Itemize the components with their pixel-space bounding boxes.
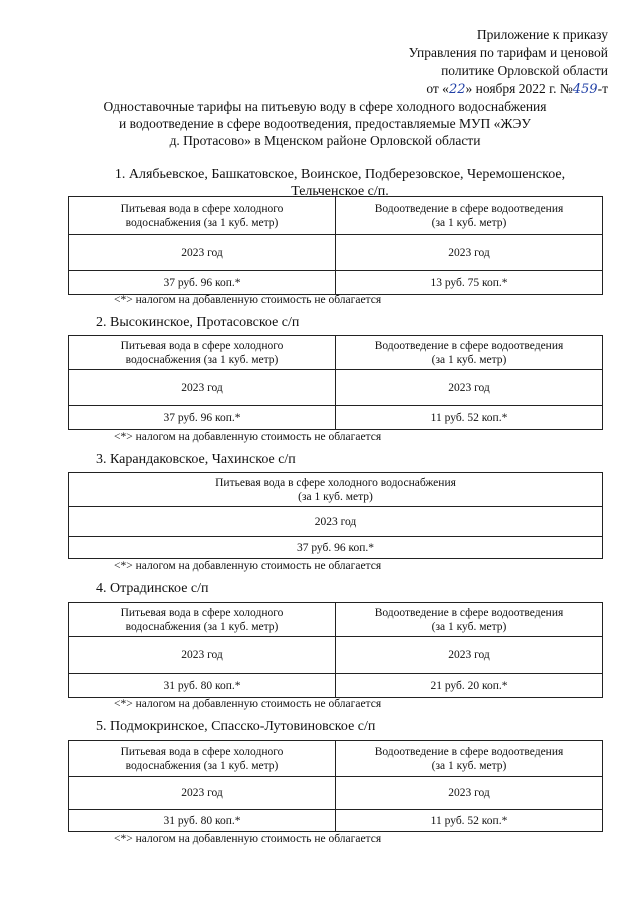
water-price-cell: 31 руб. 80 коп.* [69,674,336,698]
sewage-header-cell [336,197,603,235]
section-1-tariff-table [68,196,603,295]
header-text: Водоотведение в сфере водоотведения [374,202,564,215]
section-2-title: 2. Высокинское, Протасовское с/п [96,315,300,330]
water-header-cell [69,741,336,777]
sewage-year-cell: 2023 год [336,777,603,810]
sewage-year-cell: 2023 год [336,370,603,406]
section-4-tariff-table [68,602,603,698]
table-price-row [69,810,603,832]
section-5-title: 5. Подмокринское, Спасско-Лутовиновское с/п [96,719,376,734]
sewage-price-cell: 11 руб. 52 коп.* [336,810,603,832]
header-text: (за 1 куб. метр) [298,490,373,503]
section-3-tariff-table [68,472,603,559]
header-line-1: Приложение к приказу [476,27,608,42]
header-text: Питьевая вода в сфере холодного [120,606,284,619]
section-2-vat-note: <*> налогом на добавленную стоимость не облагается [114,431,382,443]
section-1-title [100,166,580,200]
section-1-vat-note: <*> налогом на добавленную стоимость не облагается [114,294,382,306]
document-header [409,26,608,99]
table-price-row [69,271,603,295]
section-2-tariff-table [68,335,603,430]
sewage-year-cell: 2023 год [336,637,603,674]
table-year-row [69,507,603,537]
section-3-vat-note: <*> налогом на добавленную стоимость не облагается [114,560,382,572]
sewage-header-cell [336,603,603,637]
water-year-cell: 2023 год [69,777,336,810]
section-4-vat-note: <*> налогом на добавленную стоимость не облагается [114,698,382,710]
header-text: Питьевая вода в сфере холодного [120,339,284,352]
table-header-row [69,741,603,777]
sewage-price-cell: 11 руб. 52 коп.* [336,406,603,430]
sewage-header-cell [336,336,603,370]
header-line-3: политике Орловской области [441,63,608,78]
section-1-title-line-2: Тельченское с/п. [291,184,389,199]
header-text: (за 1 куб. метр) [431,759,507,772]
header-text: Питьевая вода в сфере холодного водоснабжения [215,476,456,489]
table-year-row [69,637,603,674]
table-header-row [69,197,603,235]
section-3-title: 3. Карандаковское, Чахинское с/п [96,452,296,467]
water-header-cell [69,603,336,637]
date-mid: » ноября 2022 г. № [465,81,573,96]
table-year-row [69,235,603,271]
table-header-row [69,336,603,370]
section-1-title-line-1: 1. Алябьевское, Башкатовское, Воинское, Подберезовское, Черемошенское, [114,167,566,182]
water-header-cell [69,473,603,507]
table-year-row [69,777,603,810]
water-header-cell [69,197,336,235]
title-line-1: Одноставочные тарифы на питьевую воду в сфере холодного водоснабжения [103,99,547,114]
date-prefix: от « [426,81,449,96]
water-year-cell: 2023 год [69,235,336,271]
table-header-row [69,473,603,507]
section-5-tariff-table [68,740,603,832]
header-text: (за 1 куб. метр) [431,353,507,366]
table-header-row [69,603,603,637]
sewage-price-cell: 13 руб. 75 коп.* [336,271,603,295]
header-text: водоснабжения (за 1 куб. метр) [125,620,279,633]
section-4-title: 4. Отрадинское с/п [96,581,209,596]
water-price-cell: 31 руб. 80 коп.* [69,810,336,832]
order-number-handwritten: 459 [572,82,598,97]
water-year-cell: 2023 год [69,637,336,674]
header-text: (за 1 куб. метр) [431,216,507,229]
table-year-row [69,370,603,406]
sewage-price-cell: 21 руб. 20 коп.* [336,674,603,698]
water-price-cell: 37 руб. 96 коп.* [69,537,603,559]
water-price-cell: 37 руб. 96 коп.* [69,271,336,295]
header-text: водоснабжения (за 1 куб. метр) [125,759,279,772]
water-header-cell [69,336,336,370]
water-price-cell: 37 руб. 96 коп.* [69,406,336,430]
date-suffix: -т [597,81,608,96]
header-date-line [409,80,608,99]
title-line-2: и водоотведение в сфере водоотведения, предоставляемые МУП «ЖЭУ [119,116,531,131]
header-text: Водоотведение в сфере водоотведения [374,745,564,758]
sewage-year-cell: 2023 год [336,235,603,271]
header-text: (за 1 куб. метр) [431,620,507,633]
table-price-row [69,674,603,698]
header-text: водоснабжения (за 1 куб. метр) [125,353,279,366]
section-5-vat-note: <*> налогом на добавленную стоимость не облагается [114,833,382,845]
water-year-cell: 2023 год [69,370,336,406]
table-price-row [69,406,603,430]
header-text: Водоотведение в сфере водоотведения [374,606,564,619]
header-text: Питьевая вода в сфере холодного [120,202,284,215]
header-text: Питьевая вода в сфере холодного [120,745,284,758]
sewage-header-cell [336,741,603,777]
document-title [60,98,590,149]
water-year-cell: 2023 год [69,507,603,537]
header-line-2: Управления по тарифам и ценовой [408,45,608,60]
title-line-3: д. Протасово» в Мценском районе Орловской области [169,133,481,148]
header-text: водоснабжения (за 1 куб. метр) [125,216,279,229]
date-day-handwritten: 22 [448,82,466,97]
header-text: Водоотведение в сфере водоотведения [374,339,564,352]
table-price-row [69,537,603,559]
